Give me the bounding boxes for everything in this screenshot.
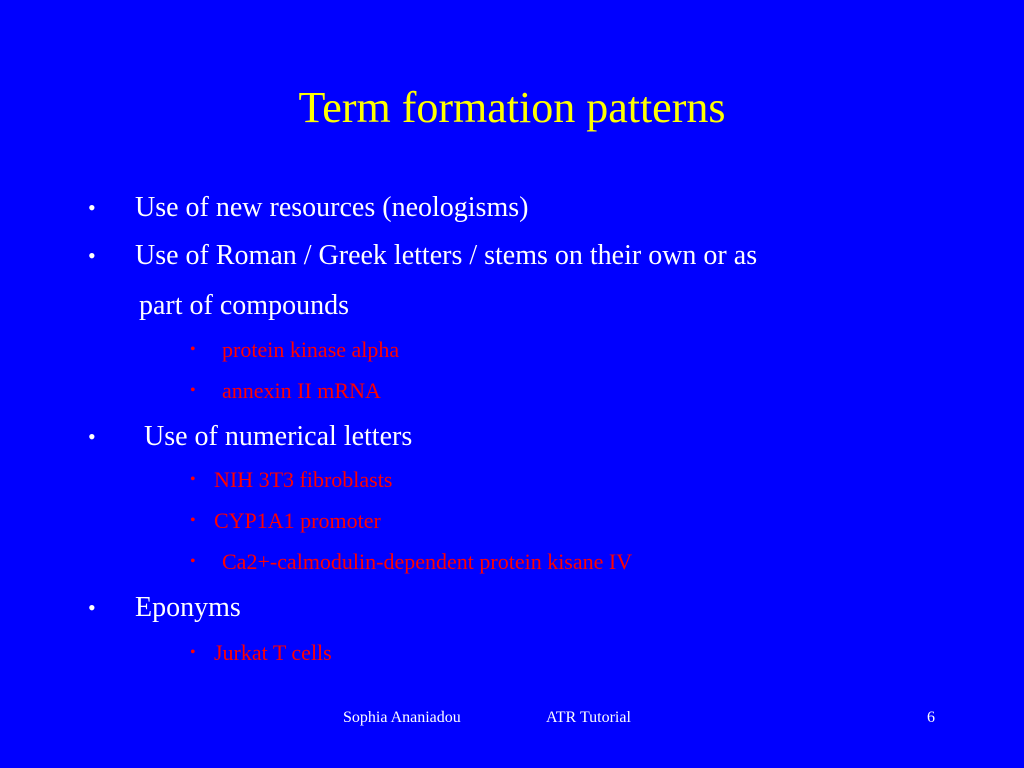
sub-bullet-icon: • bbox=[190, 512, 196, 529]
sub-bullet-icon: • bbox=[190, 341, 196, 358]
sub-bullet-icon: • bbox=[190, 553, 196, 570]
bullet-item-neologisms: Use of new resources (neologisms) bbox=[135, 192, 529, 223]
sub-bullet-icon: • bbox=[190, 644, 196, 661]
example-item: Jurkat T cells bbox=[214, 640, 332, 665]
footer-author: Sophia Ananiadou bbox=[343, 709, 461, 726]
bullet-icon: • bbox=[88, 243, 96, 268]
slide-title: Term formation patterns bbox=[298, 83, 726, 132]
example-item: NIH 3T3 fibroblasts bbox=[214, 467, 393, 492]
bullet-item-eponyms: Eponyms bbox=[135, 592, 241, 623]
example-item: annexin II mRNA bbox=[222, 378, 381, 403]
bullet-icon: • bbox=[88, 195, 96, 220]
example-item: CYP1A1 promoter bbox=[214, 508, 381, 533]
sub-bullet-icon: • bbox=[190, 471, 196, 488]
bullet-icon: • bbox=[88, 595, 96, 620]
footer-presentation-title: ATR Tutorial bbox=[546, 709, 631, 726]
bullet-item-roman-greek: Use of Roman / Greek letters / stems on their own or as bbox=[135, 240, 758, 271]
sub-bullet-icon: • bbox=[190, 382, 196, 399]
example-item: Ca2+-calmodulin-dependent protein kisane IV bbox=[222, 549, 633, 574]
bullet-item-numerical: Use of numerical letters bbox=[144, 421, 413, 452]
bullet-item-continuation: part of compounds bbox=[139, 290, 349, 321]
example-item: protein kinase alpha bbox=[222, 337, 400, 362]
footer-page-number: 6 bbox=[927, 709, 935, 726]
bullet-icon: • bbox=[88, 424, 96, 449]
